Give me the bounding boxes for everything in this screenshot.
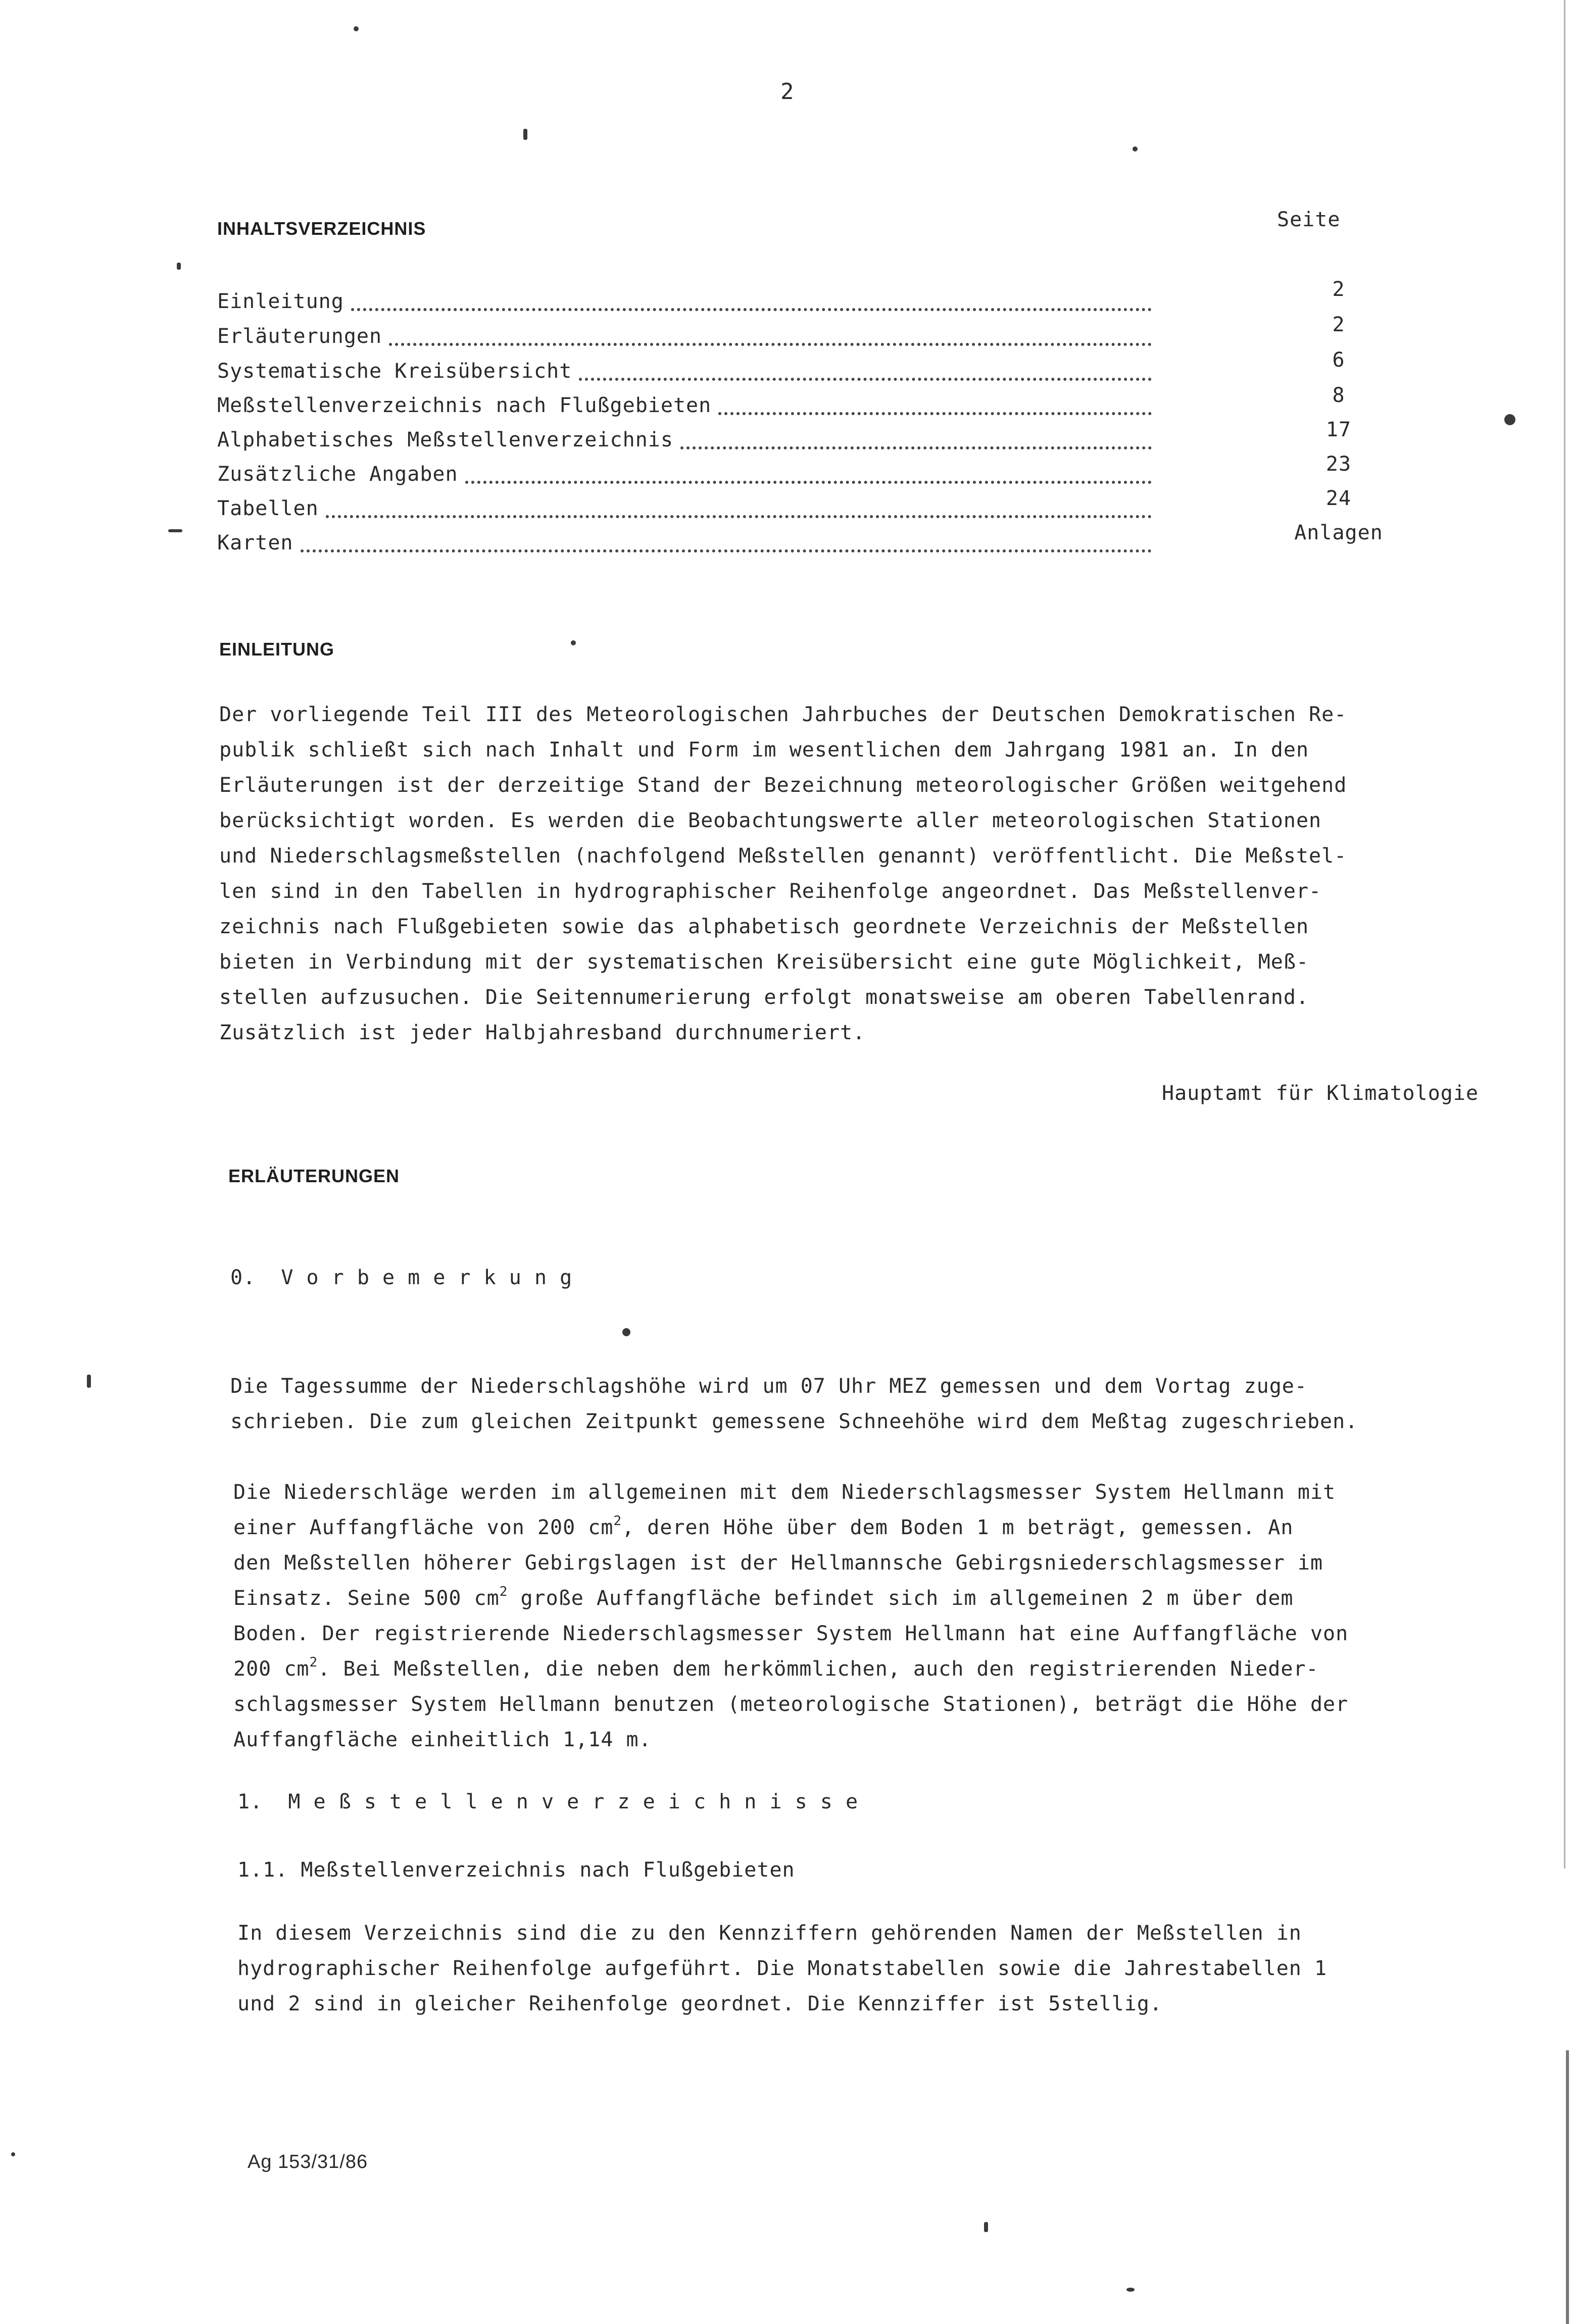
page-number: 2: [780, 79, 795, 105]
toc-leader: [718, 412, 1152, 415]
superscript: 2: [499, 1584, 508, 1599]
einleitung-line: und Niederschlagsmeßstellen (nachfolgend Meßstellen genannt) veröffentlicht. Die Meßstel-: [219, 844, 1347, 868]
toc-entry-page: 2: [1332, 313, 1345, 336]
para2-line: [233, 1513, 1294, 1539]
scan-edge-line: [1564, 0, 1565, 1868]
section-0-title: 0. V o r b e m e r k u n g: [230, 1266, 573, 1289]
einleitung-line: publik schließt sich nach Inhalt und Form im wesentlichen dem Jahrgang 1981 an. In den: [219, 738, 1309, 762]
para2-line: Auffangfläche einheitlich 1,14 m.: [233, 1728, 652, 1751]
toc-entry: [217, 325, 1152, 349]
toc-entry: [217, 360, 1152, 384]
toc-entry-label: Karten: [217, 531, 293, 554]
scan-speck: [168, 529, 182, 532]
superscript: 2: [309, 1655, 318, 1670]
toc-entry-label: Systematische Kreisübersicht: [217, 360, 572, 383]
einleitung-heading: EINLEITUNG: [219, 639, 335, 660]
toc-entry-page: 17: [1325, 418, 1352, 441]
para2-line: Die Niederschläge werden im allgemeinen mit dem Niederschlagsmesser System Hellmann mit: [233, 1481, 1336, 1504]
toc-entry-label: Meßstellenverzeichnis nach Flußgebieten: [217, 394, 712, 417]
para1-line: schrieben. Die zum gleichen Zeitpunkt gemessene Schneehöhe wird dem Meßtag zugeschrieben.: [230, 1410, 1358, 1433]
einleitung-line: zeichnis nach Flußgebieten sowie das alphabetisch geordnete Verzeichnis der Meßstellen: [219, 915, 1309, 938]
toc-entry: [217, 497, 1152, 521]
para2-text: , deren Höhe über dem Boden 1 m beträgt, gemessen. An: [622, 1516, 1294, 1539]
para2-line: [233, 1584, 1294, 1610]
para2-text: . Bei Meßstellen, die neben dem herkömmlichen, auch den registrierenden Nieder-: [318, 1657, 1319, 1681]
toc-leader: [326, 515, 1152, 518]
para3-line: und 2 sind in gleicher Reihenfolge geordnet. Die Kennziffer ist 5stellig.: [237, 1992, 1162, 2015]
section-1-title: 1. M e ß s t e l l e n v e r z e i c h n i s s e: [237, 1790, 859, 1813]
toc-leader: [389, 343, 1152, 346]
scan-speck: [1504, 414, 1515, 425]
scan-speck: [523, 129, 527, 140]
para2-text: einer Auffangfläche von 200 cm: [233, 1516, 614, 1539]
para2-text: Einsatz. Seine 500 cm: [233, 1587, 500, 1610]
para2-text: 200 cm: [233, 1657, 310, 1681]
einleitung-line: Erläuterungen ist der derzeitige Stand der Bezeichnung meteorologischer Größen weitgehend: [219, 774, 1347, 797]
toc-leader: [465, 481, 1152, 484]
para3-line: In diesem Verzeichnis sind die zu den Kennziffern gehörenden Namen der Meßstellen in: [237, 1922, 1302, 1945]
scan-speck: [11, 2152, 15, 2156]
scan-speck: [622, 1328, 630, 1336]
toc-entry-page: 2: [1332, 278, 1345, 301]
toc-leader: [351, 308, 1152, 311]
toc-entry-page: 6: [1332, 348, 1345, 372]
scan-speck: [177, 263, 181, 270]
scan-speck: [354, 26, 359, 31]
toc-leader: [579, 378, 1152, 381]
toc-entry-page: 23: [1325, 452, 1352, 476]
toc-leader: [680, 446, 1152, 449]
superscript: 2: [613, 1513, 622, 1529]
scan-speck: [1126, 2288, 1135, 2292]
footer-reference: Ag 153/31/86: [248, 2151, 368, 2173]
toc-entry-page: Anlagen: [1294, 521, 1383, 544]
toc-entry-label: Tabellen: [217, 497, 319, 520]
einleitung-line: len sind in den Tabellen in hydrographischer Reihenfolge angeordnet. Das Meßstellenver-: [219, 880, 1322, 903]
scan-speck: [984, 2222, 988, 2232]
scan-speck: [87, 1375, 91, 1388]
erlaeuterungen-heading: ERLÄUTERUNGEN: [228, 1166, 400, 1186]
para2-line: Boden. Der registrierende Niederschlagsmesser System Hellmann hat eine Auffangfläche von: [233, 1622, 1349, 1645]
toc-leader: [301, 549, 1152, 552]
section-1-1-title: 1.1. Meßstellenverzeichnis nach Flußgebieten: [237, 1858, 795, 1882]
einleitung-line: bieten in Verbindung mit der systematischen Kreisübersicht eine gute Möglichkeit, Meß-: [219, 950, 1309, 974]
toc-entry: [217, 290, 1152, 314]
toc-entry-label: Zusätzliche Angaben: [217, 463, 458, 486]
einleitung-line: berücksichtigt worden. Es werden die Beobachtungswerte aller meteorologischen Stationen: [219, 809, 1322, 832]
toc-entry: [217, 428, 1152, 452]
toc-seite-label: Seite: [1277, 208, 1341, 231]
toc-entry: [217, 463, 1152, 487]
toc-entry-label: Erläuterungen: [217, 325, 382, 348]
einleitung-signature: Hauptamt für Klimatologie: [1162, 1082, 1479, 1105]
scan-edge-line: [1566, 2050, 1569, 2324]
para2-line: schlagsmesser System Hellmann benutzen (meteorologische Stationen), beträgt die Höhe der: [233, 1693, 1349, 1716]
toc-entry: [217, 394, 1152, 418]
toc-entry-page: 8: [1332, 384, 1345, 407]
para2-text: große Auffangfläche befindet sich im allgemeinen 2 m über dem: [508, 1587, 1294, 1610]
para3-line: hydrographischer Reihenfolge aufgeführt. Die Monatstabellen sowie die Jahrestabellen 1: [237, 1957, 1328, 1980]
para2-line: [233, 1655, 1319, 1681]
toc-entry-label: Einleitung: [217, 290, 344, 313]
einleitung-line: Der vorliegende Teil III des Meteorologischen Jahrbuches der Deutschen Demokratischen Re-: [219, 703, 1347, 726]
einleitung-line: Zusätzlich ist jeder Halbjahresband durchnumeriert.: [219, 1021, 866, 1044]
einleitung-line: stellen aufzusuchen. Die Seitennumerierung erfolgt monatsweise am oberen Tabellenrand.: [219, 986, 1309, 1009]
toc-entry: [217, 531, 1152, 555]
para2-line: den Meßstellen höherer Gebirgslagen ist der Hellmannsche Gebirgsniederschlagsmesser im: [233, 1551, 1323, 1575]
toc-heading: INHALTSVERZEICHNIS: [217, 218, 426, 239]
para1-line: Die Tagessumme der Niederschlagshöhe wird um 07 Uhr MEZ gemessen und dem Vortag zuge-: [230, 1375, 1307, 1398]
toc-entry-label: Alphabetisches Meßstellenverzeichnis: [217, 428, 673, 451]
scan-speck: [571, 640, 576, 645]
toc-entry-page: 24: [1325, 487, 1352, 510]
scan-speck: [1133, 146, 1138, 151]
